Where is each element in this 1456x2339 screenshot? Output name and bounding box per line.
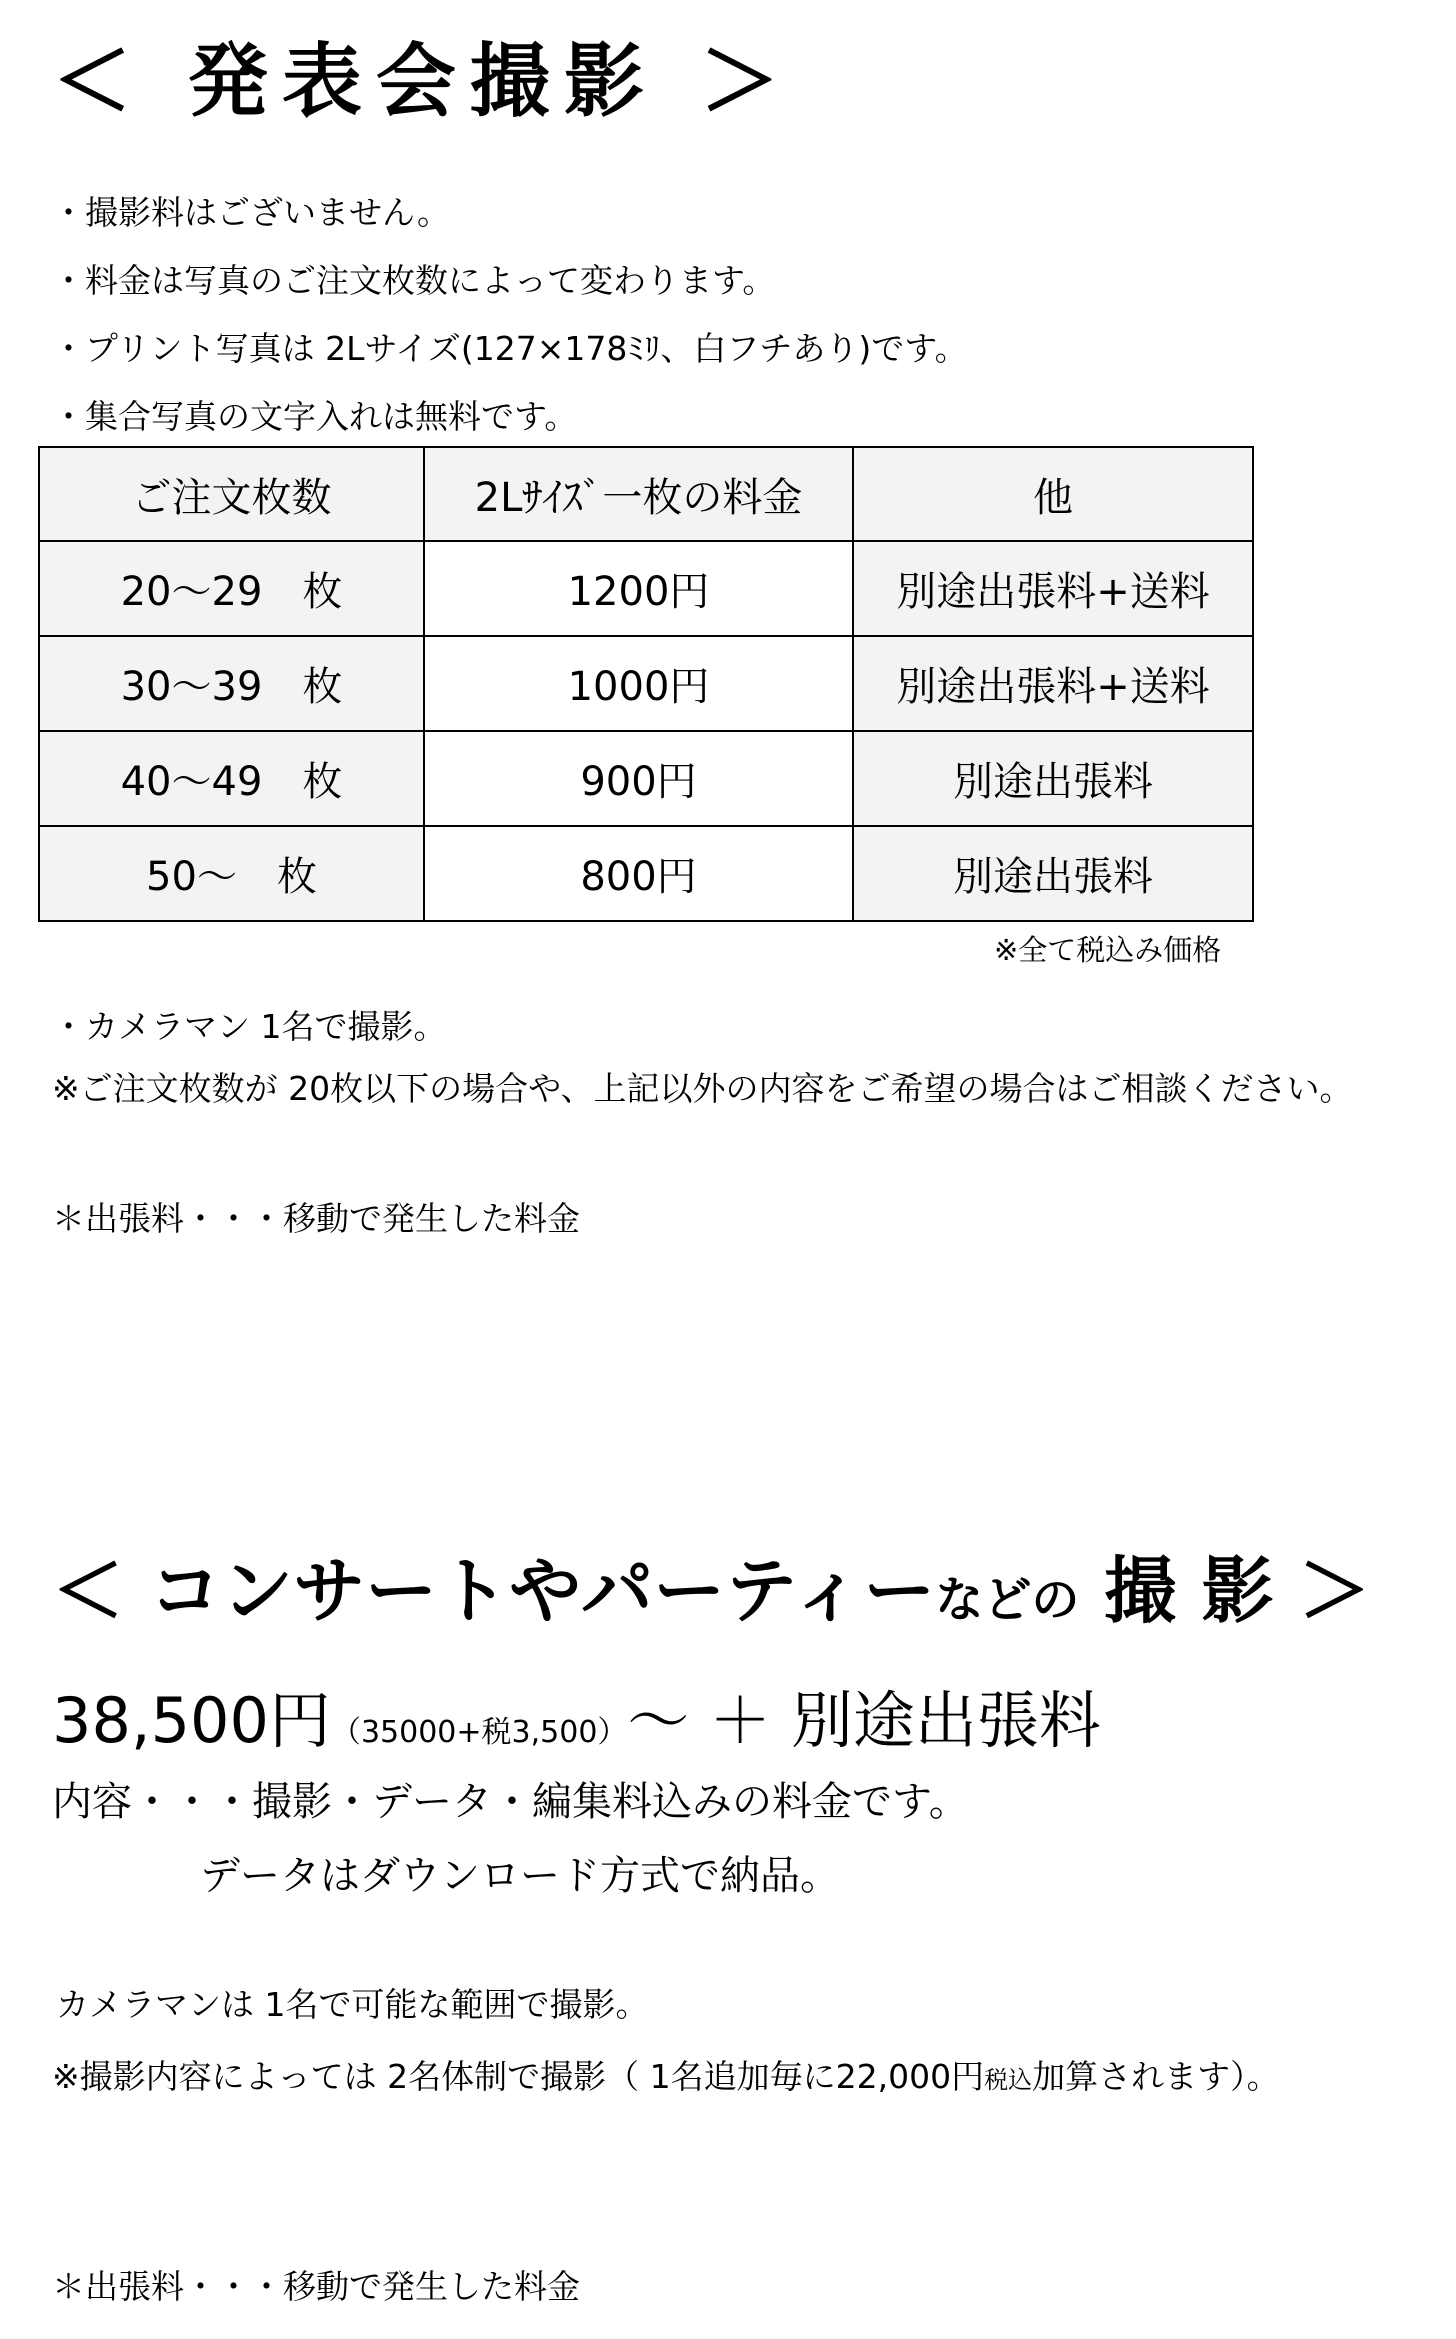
- concert-price-suffix: 〜 ＋ 別途出張料: [627, 1684, 1101, 1757]
- note-price-varies: ・料金は写真のご注文枚数によって変わります。: [52, 261, 776, 300]
- cell-order-count: 20〜29 枚: [39, 541, 424, 636]
- concert-title-small: などの: [935, 1572, 1080, 1628]
- cell-order-count: 30〜39 枚: [39, 636, 424, 731]
- concert-travel-fee-note: ＊出張料・・・移動で発生した料金: [52, 2267, 580, 2306]
- concert-price-breakdown: （35000+税3,500）: [330, 1715, 628, 1750]
- cell-unit-price: 1000円: [424, 636, 853, 731]
- table-row: [39, 826, 1253, 921]
- cell-order-count: 40〜49 枚: [39, 731, 424, 826]
- concert-content-line1: 内容・・・撮影・データ・編集料込みの料金です。: [52, 1779, 969, 1825]
- note-print-size: ・プリント写真は 2Lサイズ(127×178ﾐﾘ、白フチあり)です。: [52, 329, 968, 368]
- concert-price-line: [52, 1684, 1101, 1757]
- note-group-photo-text: ・集合写真の文字入れは無料です。: [52, 397, 578, 436]
- concert-extra-note-end: 加算されます）。: [1032, 2057, 1280, 2096]
- concert-extra-note-small: 税込: [984, 2066, 1033, 2094]
- cell-other: 別途出張料: [853, 731, 1253, 826]
- cell-other: 別途出張料: [853, 826, 1253, 921]
- table-row: [39, 731, 1253, 826]
- camera-note: ・カメラマン 1名で撮影。: [52, 1007, 447, 1046]
- concert-title-suffix: 撮 影 ＞: [1079, 1549, 1371, 1633]
- cell-other: 別途出張料+送料: [853, 541, 1253, 636]
- cell-unit-price: 900円: [424, 731, 853, 826]
- concert-camera-note: カメラマンは 1名で可能な範囲で撮影。: [56, 1985, 649, 2024]
- header-unit-price: 2Lｻｲｽﾞ一枚の料金: [424, 447, 853, 541]
- concert-title: [52, 1549, 1371, 1633]
- note-no-shooting-fee: ・撮影料はございません。: [52, 193, 450, 232]
- cell-other: 別途出張料+送料: [853, 636, 1253, 731]
- concert-extra-note-main: ※撮影内容によっては 2名体制で撮影（ 1名追加毎に22,000円: [52, 2057, 985, 2096]
- table-row: [39, 541, 1253, 636]
- recital-title: ＜ 発表会撮影 ＞: [52, 35, 794, 128]
- header-other: 他: [853, 447, 1253, 541]
- concert-extra-note: [52, 2057, 1280, 2096]
- consult-note: ※ご注文枚数が 20枚以下の場合や、上記以外の内容をご希望の場合はご相談ください。: [52, 1069, 1353, 1108]
- price-table: [38, 446, 1254, 922]
- header-order-count: ご注文枚数: [39, 447, 424, 541]
- concert-price: 38,500円: [52, 1684, 331, 1757]
- cell-order-count: 50〜 枚: [39, 826, 424, 921]
- table-header-row: [39, 447, 1253, 541]
- cell-unit-price: 800円: [424, 826, 853, 921]
- cell-unit-price: 1200円: [424, 541, 853, 636]
- concert-content-line2: データはダウンロード方式で納品。: [200, 1853, 840, 1899]
- travel-fee-note: ＊出張料・・・移動で発生した料金: [52, 1199, 580, 1238]
- tax-included-note: ※全て税込み価格: [994, 933, 1222, 967]
- concert-title-prefix: ＜ コンサートやパーティー: [52, 1549, 936, 1633]
- table-row: [39, 636, 1253, 731]
